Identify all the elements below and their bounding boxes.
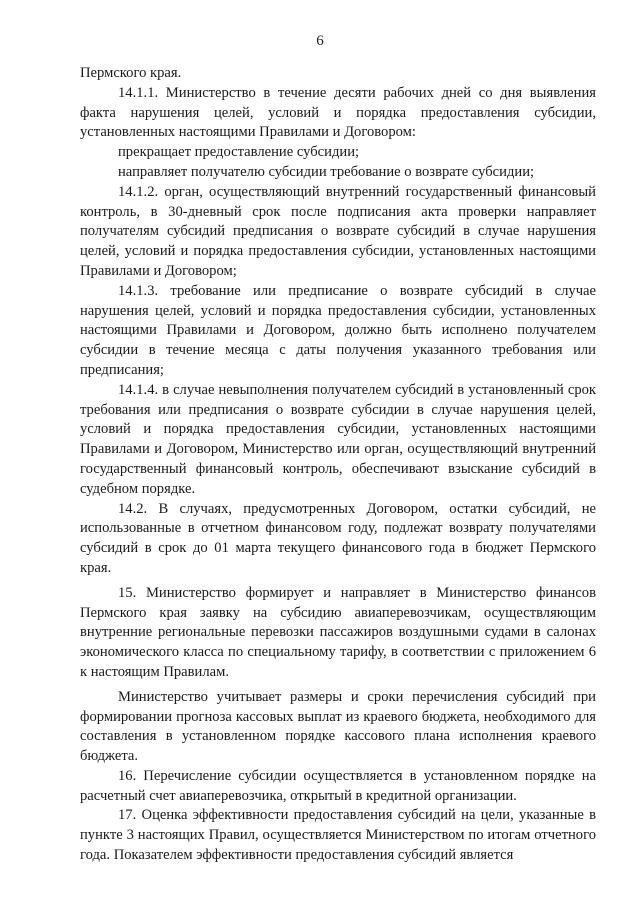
- page-number: 6: [316, 33, 324, 49]
- paragraph-17: 17. Оценка эффективности предоставления субсидий на цели, указанные в пункте 3 настоящих Правил, осуществляется Министерством по итогам отчетного года. Показателем эффективности предоставления субсидий является: [80, 807, 596, 864]
- paragraph-14-1-4: 14.1.4. в случае невыполнения получателем субсидий в установленный срок требования или предписания о возврате субсидии в случае нарушения целей, условий и порядка предоставления субсидии, установленных настоящими Правилами и Договором, Министерство или орган, осуществляющий внутренний государственный финансовый контроль, обеспечивают взыскание субсидий в судебном порядке.: [80, 381, 596, 497]
- paragraph-continuation: Пермского края.: [80, 65, 182, 81]
- body-text: [80, 64, 596, 866]
- paragraph-14-1-3: 14.1.3. требование или предписание о возврате субсидий в случае нарушения целей, условий и порядка предоставления субсидии, установленных настоящими Правилами и Договором, должно быть исполнено получателем субсидии в течение месяца с даты получения указанного требования или предписания;: [80, 282, 596, 378]
- paragraph-14-2: 14.2. В случаях, предусмотренных Договором, остатки субсидий, не использованные в отчетном финансовом году, подлежат возврату получателями субсидий в срок до 01 марта текущего финансового года в бюджет Пермского края.: [80, 500, 596, 576]
- paragraph-14-1-1-item-stop: прекращает предоставление субсидии;: [118, 144, 360, 161]
- paragraph-14-1-2: 14.1.2. орган, осуществляющий внутренний государственный финансовый контроль, в 30-дневный срок после подписания акта проверки направляет получателям субсидий предписания о возврате субсидий в случае нарушения целей, условий и порядка предоставления субсидии, установленных настоящими Правилами и Договором;: [80, 183, 596, 279]
- paragraph-15: 15. Министерство формирует и направляет в Министерство финансов Пермского края заявку на субсидию авиаперевозчикам, осуществляющим внутренние региональные перевозки пассажиров воздушными судами в салонах экономического класса по специальному тарифу, в соответствии с приложением 6 к настоящим Правилам.: [80, 584, 596, 680]
- paragraph-15-continued: Министерство учитывает размеры и сроки перечисления субсидий при формировании прогноза кассовых выплат из краевого бюджета, необходимого для составления в установленном порядке кассового плана исполнения краевого бюджета.: [80, 688, 596, 765]
- paragraph-14-1-1: 14.1.1. Министерство в течение десяти рабочих дней со дня выявления факта нарушения целей, условий и порядка предоставления субсидии, установленных настоящими Правилами и Договором:: [80, 84, 596, 141]
- paragraph-16: 16. Перечисление субсидии осуществляется в установленном порядке на расчетный счет авиаперевозчика, открытый в кредитной организации.: [80, 767, 596, 804]
- paragraph-14-1-1-item-demand: направляет получателю субсидии требование о возврате субсидии;: [118, 163, 535, 180]
